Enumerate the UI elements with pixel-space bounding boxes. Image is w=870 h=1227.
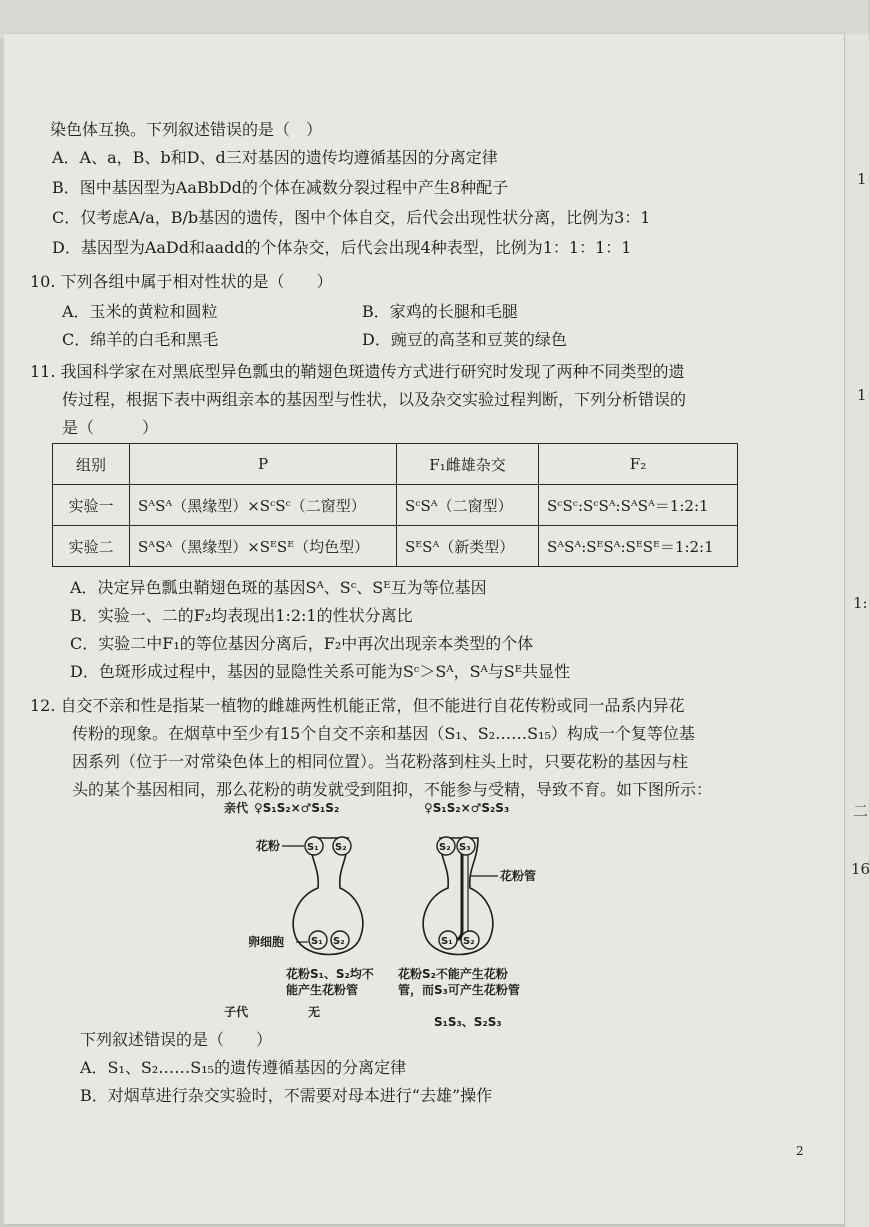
q12-option-a: A．S₁、S₂……S₁₅的遗传遵循基因的分离定律 <box>80 1058 407 1077</box>
q12-stem-line: 因系列（位于一对常染色体上的相同位置）。当花粉落到柱头上时，只要花粉的基因与柱 <box>72 752 689 771</box>
allele-label: S₁ <box>311 936 323 947</box>
q11-stem-line: 11. 我国科学家在对黑底型异色瓢虫的鞘翅色斑遗传方式进行研究时发现了两种不同类型的遗 <box>30 362 685 381</box>
offspring-label: 子代 <box>224 1005 249 1019</box>
allele-label: S₂ <box>439 842 451 853</box>
table-cell: 实验一 <box>53 485 130 526</box>
q11-stem-line: 传过程，根据下表中两组亲本的基因型与性状，以及杂交实验过程判断，下列分析错误的 <box>62 390 687 409</box>
self-incompatibility-diagram <box>224 800 548 1030</box>
q12-stem-line: 12. 自交不亲和性是指某一植物的雌雄两性机能正常，但不能进行自花传粉或同一品系内异花 <box>30 696 685 715</box>
edge-char: 1: <box>853 594 868 612</box>
tube-label: 花粉管 <box>500 869 537 883</box>
table-cell: SᴱSᴬ（新类型） <box>397 526 539 567</box>
note-2-line: 花粉S₂不能产生花粉 <box>398 967 508 981</box>
q10-option-d: D．豌豆的高茎和豆荚的绿色 <box>362 330 567 349</box>
allele-label: S₁ <box>307 842 319 853</box>
q9-option-a: A．A、a，B、b和D、d三对基因的遗传均遵循基因的分离定律 <box>52 148 498 167</box>
q11-option-a: A．决定异色瓢虫鞘翅色斑的基因Sᴬ、Sᶜ、Sᴱ互为等位基因 <box>70 578 487 597</box>
q11-stem-line: 是（ ） <box>62 418 159 437</box>
q10-option-c: C．绵羊的白毛和黑毛 <box>62 330 219 349</box>
pistil-outline-2 <box>423 838 493 955</box>
q11-option-c: C．实验二中F₁的等位基因分离后，F₂中再次出现亲本类型的个体 <box>70 634 534 653</box>
table-cell: SᴬSᴬ（黑缘型）×SᶜSᶜ（二窗型） <box>130 485 397 526</box>
pollen-label: 花粉 <box>256 839 281 853</box>
table-cell: SᶜSᶜ:SᶜSᴬ:SᴬSᴬ＝1:2:1 <box>539 485 738 526</box>
pistil-outline-1 <box>293 838 363 955</box>
q12-stem-line: 传粉的现象。在烟草中至少有15个自交不亲和基因（S₁、S₂……S₁₅）构成一个复等位基 <box>72 724 695 743</box>
table-header: F₂ <box>539 444 738 485</box>
table-header: F₁雌雄杂交 <box>397 444 539 485</box>
egg-label: 卵细胞 <box>248 935 285 949</box>
cross-1: ♀S₁S₂×♂S₁S₂ <box>254 801 340 815</box>
q11-option-b: B．实验一、二的F₂均表现出1:2:1的性状分离比 <box>70 606 413 625</box>
page-number: 2 <box>796 1144 804 1158</box>
adjacent-page-edge <box>844 34 869 1227</box>
q9-option-d: D．基因型为AaDd和aadd的个体杂交，后代会出现4种表型，比例为1：1：1：1 <box>52 238 632 257</box>
question-intro: 染色体互换。下列叙述错误的是（ ） <box>50 120 323 139</box>
table-cell: SᴬSᴬ（黑缘型）×SᴱSᴱ（均色型） <box>130 526 397 567</box>
parent-label: 亲代 <box>224 801 249 815</box>
edge-char: 二 <box>853 802 869 820</box>
table-header-row <box>53 444 738 485</box>
edge-char: 1 <box>857 386 867 404</box>
q12-option-b: B．对烟草进行杂交实验时，不需要对母本进行“去雄”操作 <box>80 1086 493 1105</box>
q10-option-b: B．家鸡的长腿和毛腿 <box>362 302 518 321</box>
q9-option-c: C．仅考虑A/a，B/b基因的遗传，图中个体自交，后代会出现性状分离，比例为3：1 <box>52 208 651 227</box>
pollen-tube <box>454 852 462 940</box>
genotype-table <box>52 443 738 567</box>
note-2-line: 管，而S₃可产生花粉管 <box>398 983 520 997</box>
table-cell: 实验二 <box>53 526 130 567</box>
offspring-1: 无 <box>308 1005 321 1019</box>
table-cell: SᶜSᴬ（二窗型） <box>397 485 539 526</box>
q12-question: 下列叙述错误的是（ ） <box>80 1030 273 1049</box>
allele-label: S₁ <box>441 936 453 947</box>
top-background <box>0 0 868 38</box>
allele-label: S₂ <box>333 936 345 947</box>
q10-stem: 10. 下列各组中属于相对性状的是（ ） <box>30 272 333 291</box>
note-1-line: 花粉S₁、S₂均不 <box>286 967 374 981</box>
q11-option-d: D．色斑形成过程中，基因的显隐性关系可能为Sᶜ＞Sᴬ，Sᴬ与Sᴱ共显性 <box>70 662 571 681</box>
q10-option-a: A．玉米的黄粒和圆粒 <box>62 302 218 321</box>
allele-label: S₃ <box>459 842 471 853</box>
q9-option-b: B．图中基因型为AaBbDd的个体在减数分裂过程中产生8种配子 <box>52 178 509 197</box>
note-1-line: 能产生花粉管 <box>286 983 359 997</box>
table-cell: SᴬSᴬ:SᴱSᴬ:SᴱSᴱ＝1:2:1 <box>539 526 738 567</box>
edge-char: 1 <box>857 170 867 188</box>
allele-label: S₂ <box>335 842 347 853</box>
allele-label: S₂ <box>463 936 475 947</box>
table-header: 组别 <box>53 444 130 485</box>
q12-stem-line: 头的某个基因相同，那么花粉的萌发就受到阻抑，不能参与受精，导致不育。如下图所示： <box>72 780 713 799</box>
cross-2: ♀S₁S₂×♂S₂S₃ <box>424 801 510 815</box>
table-row <box>53 485 738 526</box>
edge-char: 16 <box>851 860 870 878</box>
table-header: P <box>130 444 397 485</box>
table-row <box>53 526 738 567</box>
offspring-2: S₁S₃、S₂S₃ <box>434 1015 502 1029</box>
